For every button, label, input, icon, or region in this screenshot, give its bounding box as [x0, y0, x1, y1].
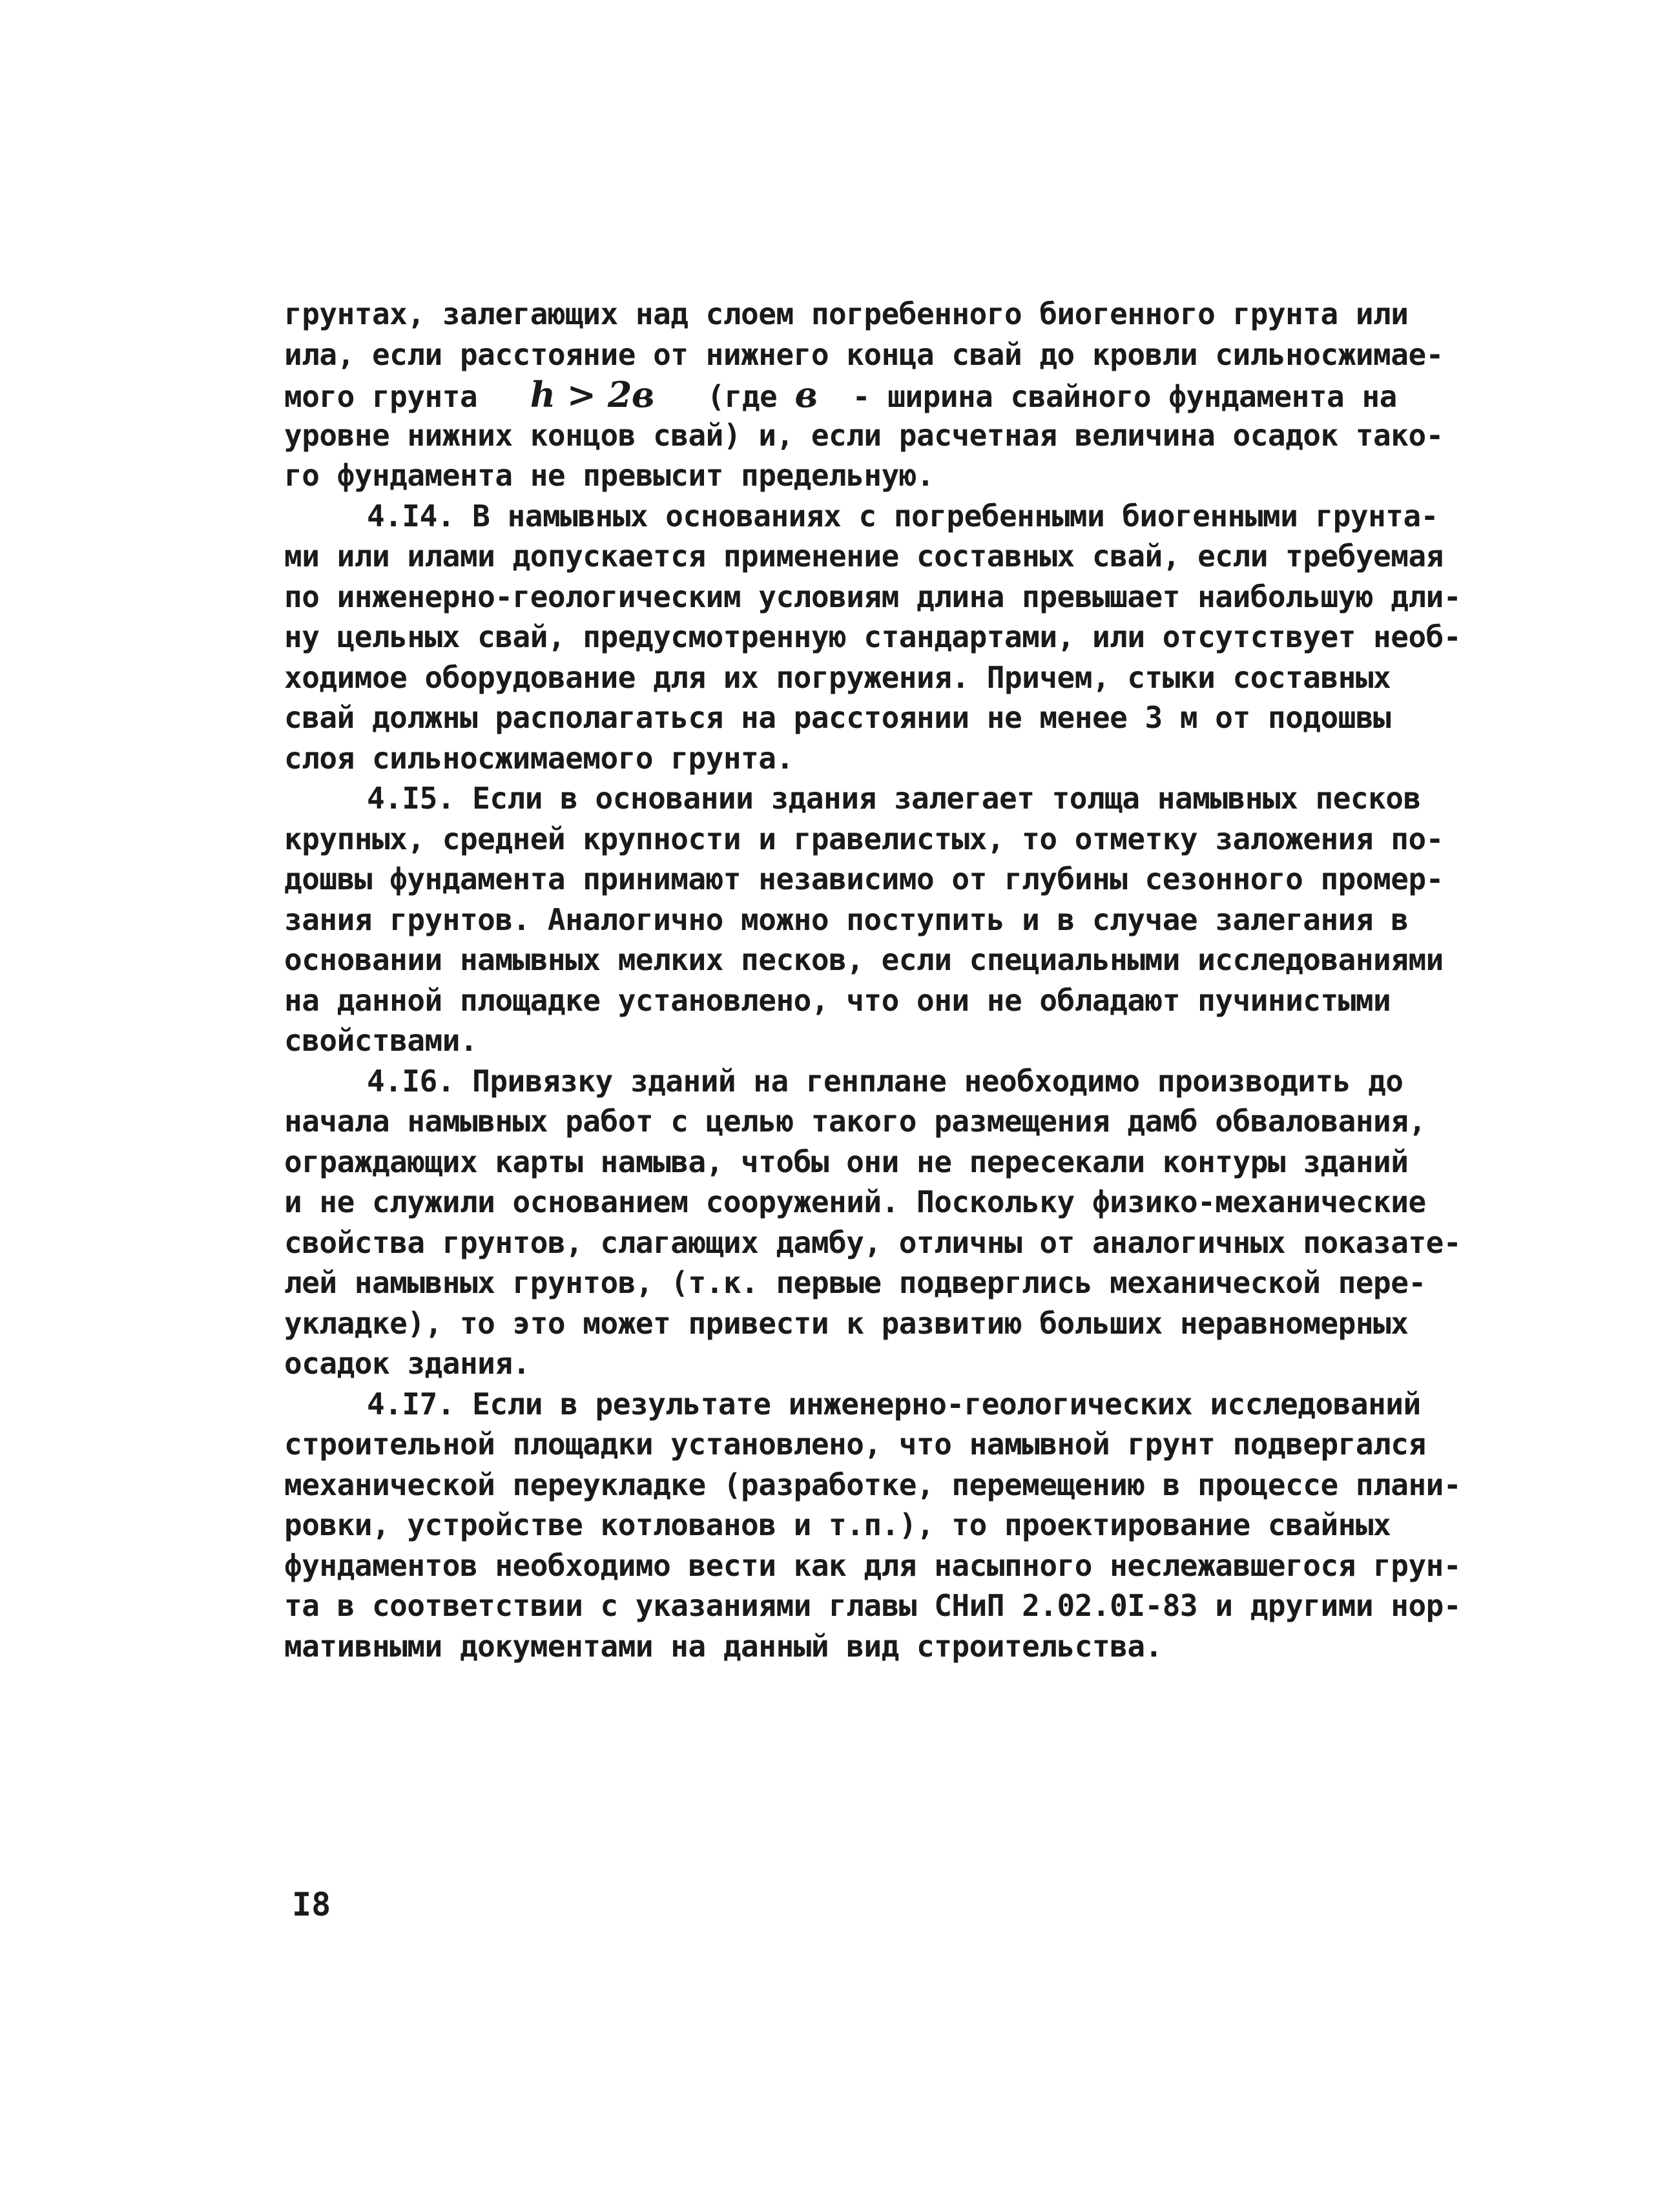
text-fragment: - ширина свайного фундамента на — [817, 379, 1397, 414]
text-line: начала намывных работ с целью такого размещения дамб обвалования, — [284, 1104, 1426, 1139]
text-line: ми или илами допускается применение составных свай, если требуемая — [284, 539, 1444, 574]
body-text — [284, 294, 1462, 1666]
text-line-with-formula — [284, 375, 1408, 415]
text-line: дошвы фундамента принимают независимо от глубины сезонного промер- — [284, 862, 1444, 896]
text-line: крупных, средней крупности и гравелистых, то отметку заложения по- — [284, 821, 1444, 856]
paragraph-4-16-heading-line: 4.I6. Привязку зданий на генплане необходимо производить до — [367, 1063, 1404, 1099]
text-line: основании намывных мелких песков, если специальными исследованиями — [284, 942, 1444, 977]
text-line: и не служили основанием сооружений. Поскольку физико-механические — [284, 1184, 1426, 1219]
text-line: ну цельных свай, предусмотренную стандартами, или отсутствует необ- — [284, 619, 1462, 654]
paragraph-4-14-heading-line: 4.I4. В намывных основаниях с погребенными биогенными грунта- — [367, 498, 1438, 533]
text-line: ходимое оборудование для их погружения. Причем, стыки составных — [284, 659, 1391, 695]
text-line: лей намывных грунтов, (т.к. первые подверглись механической пере- — [284, 1265, 1426, 1300]
text-line: та в соответствии с указаниями главы СНиП 2.02.0I-83 и другими нор- — [284, 1588, 1462, 1623]
paragraph-4-15-heading-line: 4.I5. Если в основании здания залегает толща намывных песков — [367, 781, 1421, 816]
formula-b: в — [794, 374, 818, 415]
text-line: зания грунтов. Аналогично можно поступить и в случае залегания в — [284, 902, 1409, 937]
text-line: свай должны располагаться на расстоянии не менее 3 м от подошвы — [284, 700, 1391, 735]
text-line: уровне нижних концов свай) и, если расчетная величина осадок тако- — [284, 417, 1444, 453]
text-line: ровки, устройстве котлованов и т.п.), то проектирование свайных — [284, 1507, 1391, 1542]
text-line: укладке), то это может привести к развитию больших неравномерных — [284, 1305, 1409, 1341]
text-line: слоя сильносжимаемого грунта. — [284, 740, 794, 776]
text-line: ограждающих карты намыва, чтобы они не пересекали контуры зданий — [284, 1144, 1409, 1179]
text-line: ила, если расстояние от нижнего конца свай до кровли сильносжимае- — [284, 336, 1444, 372]
page-number: I8 — [292, 1886, 331, 1923]
text-fragment: (где — [654, 379, 795, 414]
text-line: мативными документами на данный вид строительства. — [284, 1628, 1163, 1664]
text-line: строительной площадки установлено, что намывной грунт подвергался — [284, 1427, 1426, 1462]
text-line: осадок здания. — [284, 1346, 530, 1381]
text-line: го фундамента не превысит предельную. — [284, 458, 935, 493]
text-line: свойства грунтов, слагающих дамбу, отличны от аналогичных показате- — [284, 1225, 1462, 1260]
text-line: механической переукладке (разработке, перемещению в процессе плани- — [284, 1467, 1462, 1502]
formula-h-gt-2b: h > 2в — [530, 374, 654, 415]
text-line: по инженерно-геологическим условиям длина превышает наибольшую дли- — [284, 579, 1462, 614]
paragraph-4-17-heading-line: 4.I7. Если в результате инженерно-геологических исследований — [367, 1386, 1421, 1421]
text-line: свойствами. — [284, 1023, 478, 1058]
text-line: фундаментов необходимо вести как для насыпного неслежавшегося грун- — [284, 1547, 1462, 1583]
text-line: грунтах, залегающих над слоем погребенного биогенного грунта или — [284, 296, 1409, 331]
text-fragment: мого грунта — [284, 379, 530, 414]
text-line: на данной площадке установлено, что они не обладают пучинистыми — [284, 982, 1391, 1018]
